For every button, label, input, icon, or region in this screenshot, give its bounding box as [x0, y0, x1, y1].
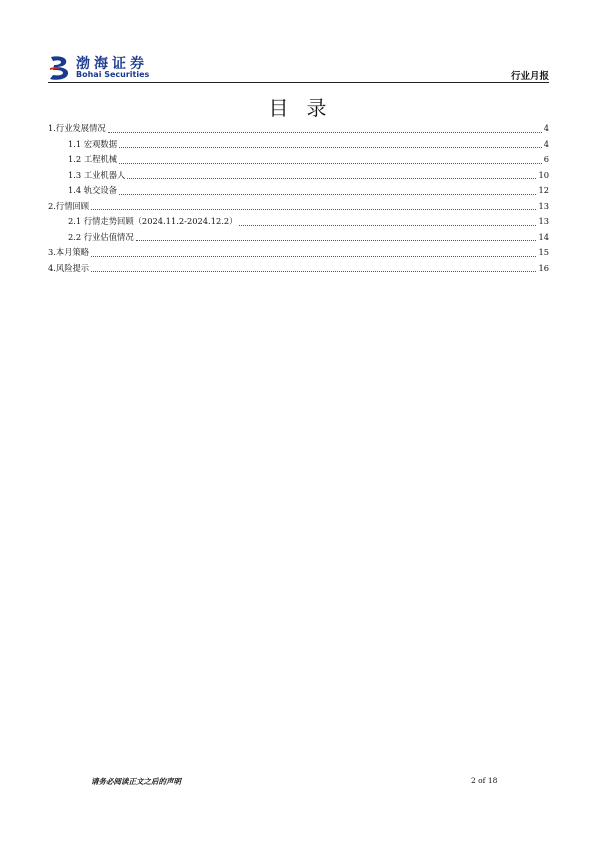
toc-entry-page: 16 — [538, 262, 549, 273]
toc-entry-page: 15 — [538, 247, 549, 257]
toc-entry-page: 12 — [538, 185, 549, 195]
toc-entry-label: 1.3 工业机器人 — [68, 169, 126, 180]
toc-title: 目录 — [268, 96, 345, 120]
bohai-logo-icon — [48, 55, 72, 81]
toc-entry-label: 1.2 工程机械 — [68, 154, 118, 164]
toc-entry-page: 14 — [538, 231, 549, 242]
report-type: 行业月报 — [510, 71, 549, 82]
toc-leader-dots — [91, 209, 536, 210]
toc-entry-label: 1.行业发展情况 — [48, 123, 106, 133]
toc-entry-page: 13 — [538, 200, 549, 211]
page-header — [48, 50, 549, 82]
logo-english-name: Bohai Securities — [76, 70, 150, 79]
table-of-contents — [48, 121, 549, 276]
toc-entry[interactable] — [48, 183, 549, 199]
toc-entry-label: 4.风险提示 — [48, 262, 90, 273]
toc-entry-page: 6 — [543, 154, 549, 164]
toc-entry[interactable] — [48, 245, 549, 261]
toc-entry[interactable] — [48, 214, 549, 230]
bohai-securities-logo — [48, 52, 188, 82]
toc-entry[interactable] — [48, 168, 549, 184]
toc-entry-page: 4 — [543, 138, 549, 149]
toc-entry-label: 2.行情回顾 — [48, 200, 90, 211]
toc-leader-dots — [239, 225, 536, 226]
toc-entry-label: 2.2 行业估值情况 — [68, 231, 134, 242]
page-number: 2 of 18 — [471, 776, 498, 785]
toc-entry[interactable] — [48, 199, 549, 215]
toc-leader-dots — [119, 163, 542, 164]
toc-entry[interactable] — [48, 230, 549, 246]
toc-entry-label: 2.1 行情走势回顾（2024.11.2-2024.12.2） — [68, 216, 238, 226]
header-divider — [48, 82, 549, 83]
toc-leader-dots — [119, 194, 536, 195]
toc-entry-label: 1.1 宏观数据 — [68, 138, 118, 149]
toc-entry[interactable] — [48, 261, 549, 277]
toc-entry-page: 13 — [538, 216, 549, 226]
toc-entry[interactable] — [48, 137, 549, 153]
toc-entry-page: 10 — [538, 169, 549, 180]
disclaimer-note: 请务必阅读正文之后的声明 — [91, 777, 181, 786]
toc-leader-dots — [136, 240, 537, 241]
toc-entry[interactable] — [48, 121, 549, 137]
toc-leader-dots — [119, 147, 542, 148]
toc-leader-dots — [91, 271, 536, 272]
toc-entry-label: 1.4 轨交设备 — [68, 185, 118, 195]
toc-leader-dots — [108, 132, 542, 133]
toc-entry[interactable] — [48, 152, 549, 168]
toc-leader-dots — [91, 256, 536, 257]
toc-entry-label: 3.本月策略 — [48, 247, 90, 257]
logo-chinese-name: 渤海证券 — [76, 56, 148, 72]
toc-leader-dots — [127, 178, 536, 179]
toc-entry-page: 4 — [543, 123, 549, 133]
